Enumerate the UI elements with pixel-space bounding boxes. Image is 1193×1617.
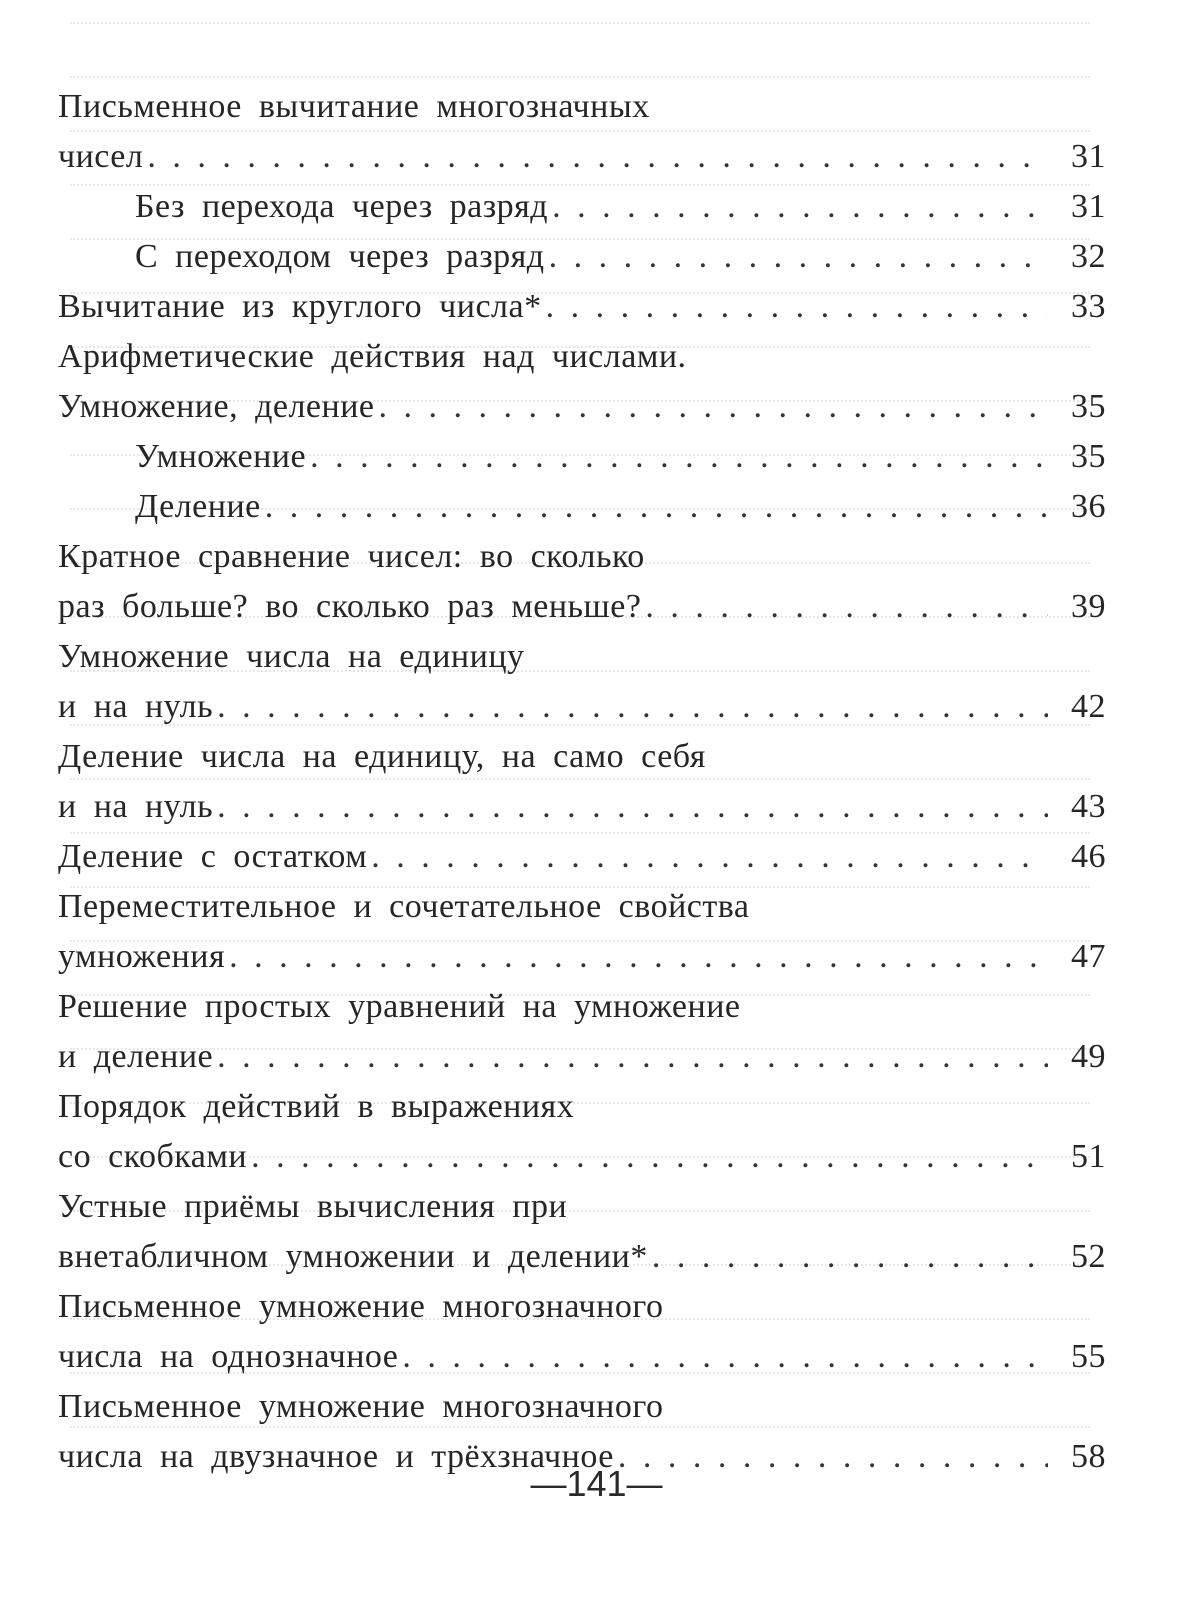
toc-entry-line bbox=[58, 532, 1106, 582]
toc-entry bbox=[58, 282, 1106, 332]
toc-entry-line bbox=[58, 82, 1106, 132]
dot-leader bbox=[143, 132, 1048, 182]
toc-entry-title: Умножение, деление bbox=[58, 388, 375, 425]
toc-entry bbox=[58, 482, 1106, 532]
toc-page-number: 51 bbox=[1071, 1138, 1106, 1175]
toc-entry-title: Арифметические действия над числами. bbox=[58, 338, 687, 375]
toc-entry-title: Письменное умножение многозначного bbox=[58, 1388, 664, 1425]
toc-entry-line bbox=[58, 1282, 1106, 1332]
toc-entry-title: раз больше? во сколько раз меньше? bbox=[58, 588, 642, 625]
table-of-contents bbox=[58, 82, 1106, 1482]
toc-entry bbox=[58, 1232, 1106, 1282]
toc-entry bbox=[58, 132, 1106, 182]
toc-entry-title: Письменное умножение многозначного bbox=[58, 1288, 664, 1325]
toc-page-number: 58 bbox=[1071, 1438, 1106, 1475]
toc-entry-title: числа на однозначное bbox=[58, 1338, 399, 1375]
toc-entry bbox=[58, 382, 1106, 432]
dot-leader bbox=[247, 1132, 1048, 1182]
dot-leader bbox=[367, 832, 1048, 882]
toc-page-number: 46 bbox=[1071, 838, 1106, 875]
toc-entry bbox=[58, 1332, 1106, 1382]
toc-entry-title: Деление числа на единицу, на само себя bbox=[58, 738, 706, 775]
toc-entry-title: Без перехода через разряд bbox=[135, 188, 549, 225]
dot-leader bbox=[213, 1032, 1048, 1082]
toc-page-number: 39 bbox=[1071, 588, 1106, 625]
toc-entry bbox=[58, 182, 1106, 232]
dot-leader bbox=[641, 582, 1048, 632]
dot-leader bbox=[545, 232, 1048, 282]
toc-page-number: 36 bbox=[1071, 488, 1106, 525]
bleed-line bbox=[70, 22, 1090, 76]
toc-entry-title: Кратное сравнение чисел: во сколько bbox=[58, 538, 645, 575]
dot-leader bbox=[548, 182, 1048, 232]
toc-entry-title: Умножение числа на единицу bbox=[58, 638, 525, 675]
toc-entry-title: Решение простых уравнений на умножение bbox=[58, 988, 741, 1025]
toc-entry-title: умножения bbox=[58, 938, 226, 975]
toc-entry bbox=[58, 682, 1106, 732]
toc-entry-line bbox=[58, 1382, 1106, 1432]
toc-page-number: 31 bbox=[1071, 138, 1106, 175]
toc-page-number: 33 bbox=[1071, 288, 1106, 325]
toc-entry-title: Переместительное и сочетательное свойства bbox=[58, 888, 750, 925]
toc-entry-title: со скобками bbox=[58, 1138, 248, 1175]
toc-entry bbox=[58, 232, 1106, 282]
toc-entry-title: и на нуль bbox=[58, 688, 214, 725]
toc-entry-title: Умножение bbox=[135, 438, 307, 475]
toc-entry-title: чисел bbox=[58, 138, 144, 175]
dot-leader bbox=[306, 432, 1048, 482]
toc-page-number: 42 bbox=[1071, 688, 1106, 725]
dot-leader bbox=[375, 382, 1049, 432]
toc-page-number: 32 bbox=[1071, 238, 1106, 275]
toc-page-number: 47 bbox=[1071, 938, 1106, 975]
toc-entry-line bbox=[58, 332, 1106, 382]
toc-entry bbox=[58, 932, 1106, 982]
toc-entry-line bbox=[58, 1182, 1106, 1232]
toc-entry bbox=[58, 1032, 1106, 1082]
toc-entry-title: числа на двузначное и трёхзначное bbox=[58, 1438, 614, 1475]
toc-page-number: 35 bbox=[1071, 438, 1106, 475]
dot-leader bbox=[225, 932, 1048, 982]
page-number: —141— bbox=[530, 1463, 663, 1504]
toc-page-number: 31 bbox=[1071, 188, 1106, 225]
dot-leader bbox=[648, 1232, 1048, 1282]
toc-page-number: 49 bbox=[1071, 1038, 1106, 1075]
toc-entry-title: Деление bbox=[135, 488, 261, 525]
toc-page-number: 43 bbox=[1071, 788, 1106, 825]
dot-leader bbox=[213, 682, 1048, 732]
toc-page-number: 52 bbox=[1071, 1238, 1106, 1275]
dot-leader bbox=[398, 1332, 1048, 1382]
toc-entry-title: внетабличном умножении и делении* bbox=[58, 1238, 648, 1275]
toc-entry-title: Письменное вычитание многозначных bbox=[58, 88, 650, 125]
toc-entry-title: Устные приёмы вычисления при bbox=[58, 1188, 568, 1225]
toc-entry-title: и на нуль bbox=[58, 788, 214, 825]
toc-page-number: 35 bbox=[1071, 388, 1106, 425]
toc-entry-line bbox=[58, 632, 1106, 682]
dot-leader bbox=[261, 482, 1048, 532]
toc-entry-title: С переходом через разряд bbox=[135, 238, 545, 275]
toc-entry bbox=[58, 1132, 1106, 1182]
toc-entry-title: Деление с остатком bbox=[58, 838, 368, 875]
toc-entry-title: Порядок действий в выражениях bbox=[58, 1088, 575, 1125]
toc-entry-line bbox=[58, 882, 1106, 932]
toc-page-number: 55 bbox=[1071, 1338, 1106, 1375]
toc-entry bbox=[58, 432, 1106, 482]
toc-entry bbox=[58, 832, 1106, 882]
toc-entry-line bbox=[58, 1082, 1106, 1132]
toc-entry-title: Вычитание из круглого числа* bbox=[58, 288, 542, 325]
toc-entry-title: и деление bbox=[58, 1038, 214, 1075]
dot-leader bbox=[542, 282, 1048, 332]
toc-entry-line bbox=[58, 982, 1106, 1032]
toc-entry bbox=[58, 582, 1106, 632]
dot-leader bbox=[213, 782, 1048, 832]
toc-entry-line bbox=[58, 732, 1106, 782]
toc-entry bbox=[58, 782, 1106, 832]
